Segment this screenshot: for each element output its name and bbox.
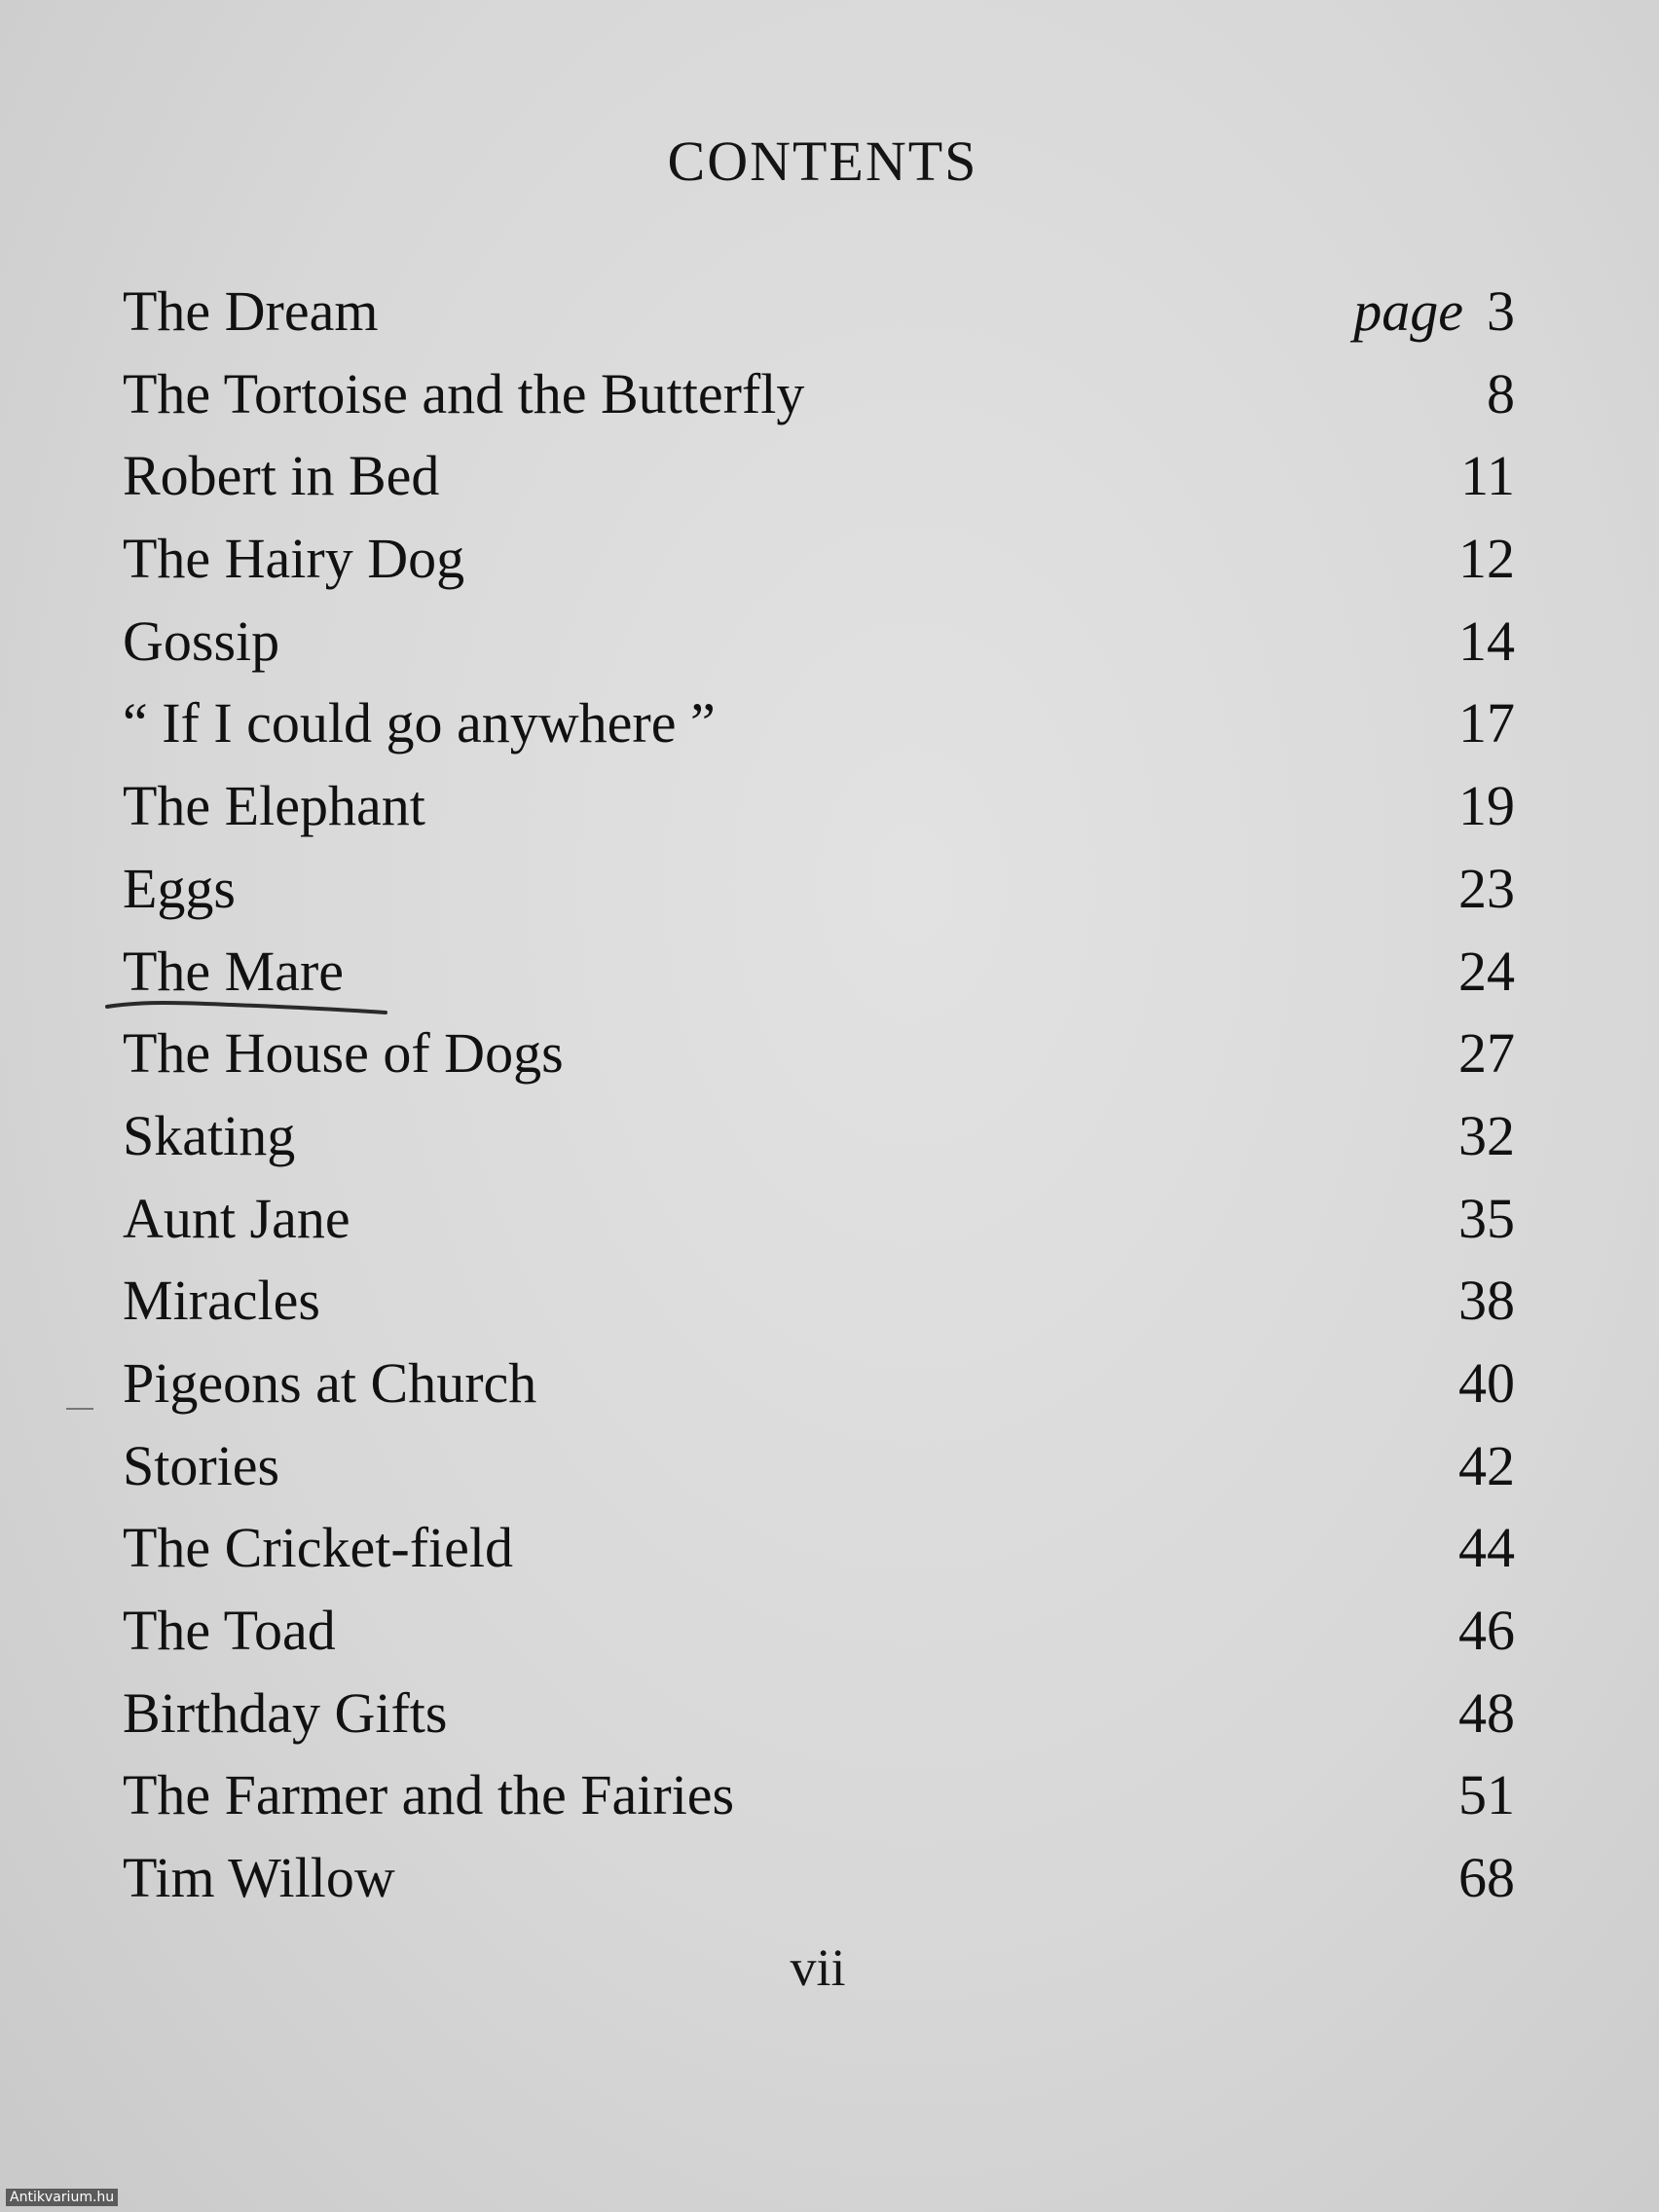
toc-entry [123,1178,1515,1261]
toc-entry-title: The Farmer and the Fairies [123,1763,735,1827]
toc-entry [123,1013,1515,1095]
toc-page-number: 24 [1458,939,1515,1003]
toc-entry [123,435,1515,518]
toc-entry [123,765,1515,848]
toc-entry [123,931,1515,1014]
toc-entry-title: Pigeons at Church [123,1350,537,1415]
toc-entry [123,848,1515,931]
page-folio: vii [790,1938,846,1997]
toc-page-number: 48 [1458,1680,1515,1745]
toc-page-number: 44 [1458,1516,1515,1580]
toc-entry [123,682,1515,765]
pencil-underline-mark [105,999,387,1018]
toc-entry [123,1260,1515,1343]
toc-entry-title: The Toad [123,1599,336,1662]
toc-page-number: 42 [1458,1433,1515,1497]
toc-entry-title: Robert in Bed [123,444,440,508]
toc-entry [123,1425,1515,1508]
margin-mark [66,1408,93,1410]
toc-entry-title: Eggs [123,856,236,920]
toc-entry-title: The Dream [123,279,379,343]
toc-page-number: 38 [1458,1269,1515,1333]
toc-entry-title: The House of Dogs [123,1021,564,1086]
toc-entry [123,1837,1515,1920]
toc-page-number: 23 [1458,856,1515,920]
toc-page-number: 11 [1460,444,1515,508]
toc-page-number: 51 [1458,1763,1515,1827]
toc-page-number: 46 [1458,1599,1515,1662]
page-label: page [1353,279,1463,343]
toc-entry-title: Stories [123,1433,280,1497]
toc-entry-title: Aunt Jane [123,1186,350,1250]
toc-page-number: 17 [1458,691,1515,756]
table-of-contents [123,271,1515,1920]
toc-entry [123,1673,1515,1755]
toc-page-number: 32 [1458,1103,1515,1167]
toc-page-number: 14 [1458,608,1515,673]
toc-entry-page [1353,271,1515,352]
watermark: Antikvarium.hu [6,2189,118,2206]
toc-page-number: 68 [1458,1846,1515,1910]
toc-entry [123,1095,1515,1178]
toc-entry-title: Skating [123,1103,296,1167]
toc-entry [123,1343,1515,1425]
toc-entry-title: The Elephant [123,774,425,838]
toc-page-number: 27 [1458,1021,1515,1086]
toc-page-number: 8 [1487,361,1515,425]
toc-entry-title: Tim Willow [123,1846,395,1910]
toc-entry-title: Gossip [123,608,280,673]
toc-entry [123,601,1515,683]
toc-entry-title: The Mare [123,939,345,1003]
toc-entry-title: “ If I could go anywhere ” [123,691,716,756]
toc-page-number: 19 [1458,774,1515,838]
toc-entry [123,271,1515,353]
toc-entry-title: The Cricket-field [123,1516,513,1580]
toc-entry-title: Birthday Gifts [123,1680,448,1745]
toc-entry-title: The Tortoise and the Butterfly [123,361,805,425]
toc-page-number: 12 [1458,527,1515,591]
toc-entry [123,518,1515,601]
toc-entry [123,1754,1515,1837]
toc-entry [123,1507,1515,1590]
toc-entry [123,353,1515,436]
toc-entry-title: Miracles [123,1269,320,1333]
toc-entry-title-underlined [123,931,344,1013]
toc-page-number: 35 [1458,1186,1515,1250]
toc-entry [123,1590,1515,1673]
toc-entry-title: The Hairy Dog [123,527,465,591]
toc-page-number: 3 [1487,279,1515,343]
contents-heading: CONTENTS [667,129,978,193]
toc-page-number: 40 [1458,1350,1515,1415]
